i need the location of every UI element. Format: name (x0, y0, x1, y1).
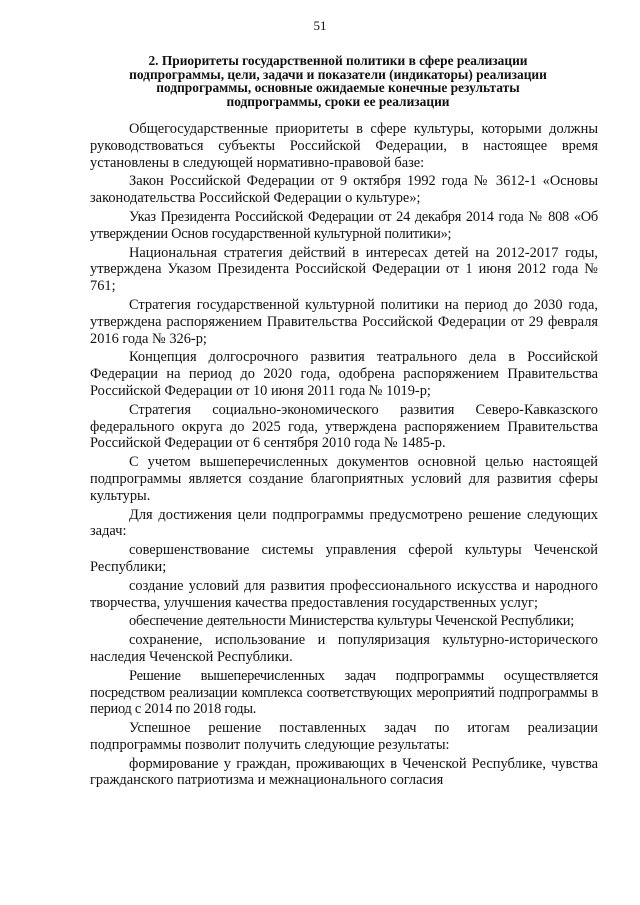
paragraph-theatre-concept: Концепция долгосрочного развития театрального дела в Российской Федерации на период до 2020 года, одобрена распоряжением Правительства Российской Федерации от 10 июня 2011 года № 1019-р; (90, 349, 598, 399)
body-text (90, 121, 598, 791)
heading-line: 2. Приоритеты государственной политики в сфере реализации (148, 53, 528, 68)
paragraph-task-arts: создание условий для развития профессионального искусства и народного творчества, улучшения качества предоставления государственных услуг; (90, 577, 598, 611)
paragraph-task-ministry: обеспечение деятельности Министерства культуры Чеченской Республики; (129, 613, 574, 630)
paragraph-cultural-strategy-2030: Стратегия государственной культурной политики на период до 2030 года, утверждена распоряжением Правительства Российской Федерации от 29 февраля 2016 года № 326-р; (90, 296, 598, 347)
paragraph-results-intro: Успешное решение поставленных задач по итогам реализации подпрограммы позволит получить следующие результаты: (90, 720, 598, 753)
paragraph-north-caucasus-strategy: Стратегия социально-экономического развития Северо-Кавказского федерального округа до 2025 года, утверждена распоряжением Правительства Российской Федерации от 6 сентября 2010 года № 1485-р. (90, 401, 598, 452)
heading-line: подпрограммы, основные ожидаемые конечные результаты (156, 80, 520, 96)
paragraph-task-heritage: сохранение, использование и популяризация культурно-исторического наследия Чеченской Республики. (90, 632, 598, 665)
paragraph-task-management: совершенствование системы управления сферой культуры Чеченской Республики; (90, 542, 598, 575)
paragraph-priorities-intro: Общегосударственные приоритеты в сфере культуры, которыми должны руководствоваться субъекты Российской Федерации, в настоящее время установлены в следующей нормативно-правовой базе: (90, 121, 598, 171)
paragraph-decree-2014: Указ Президента Российской Федерации от 24 декабря 2014 года № 808 «Об утверждении Основ государственной культурной политики»; (90, 208, 598, 242)
paragraph-tasks-intro: Для достижения цели подпрограммы предусмотрено решение следующих задач: (90, 506, 598, 540)
section-heading (100, 54, 576, 108)
paragraph-implementation: Решение вышеперечисленных задач подпрограммы осуществляется посредством реализации комплекса соответствующих мероприятий подпрограммы в период с 2014 по 2018 годы. (90, 667, 598, 718)
paragraph-national-strategy: Национальная стратегия действий в интересах детей на 2012-2017 годы, утверждена Указом Президента Российской Федерации от 1 июня 2012 года № 761; (90, 244, 598, 295)
paragraph-result-patriotism: формирование у граждан, проживающих в Чеченской Республике, чувства гражданского патриотизма и межнационального согласия (90, 755, 598, 789)
paragraph-main-goal: С учетом вышеперечисленных документов основной целью настоящей подпрограммы является создание благоприятных условий для развития сферы культуры. (90, 454, 598, 504)
heading-line: подпрограммы, сроки ее реализации (226, 93, 450, 109)
page-number: 51 (313, 18, 327, 33)
paragraph-law-1992: Закон Российской Федерации от 9 октября 1992 года № 3612-1 «Основы законодательства Российской Федерации о культуре»; (90, 173, 598, 207)
heading-line: подпрограммы, цели, задачи и показатели (индикаторы) реализации (129, 66, 547, 82)
